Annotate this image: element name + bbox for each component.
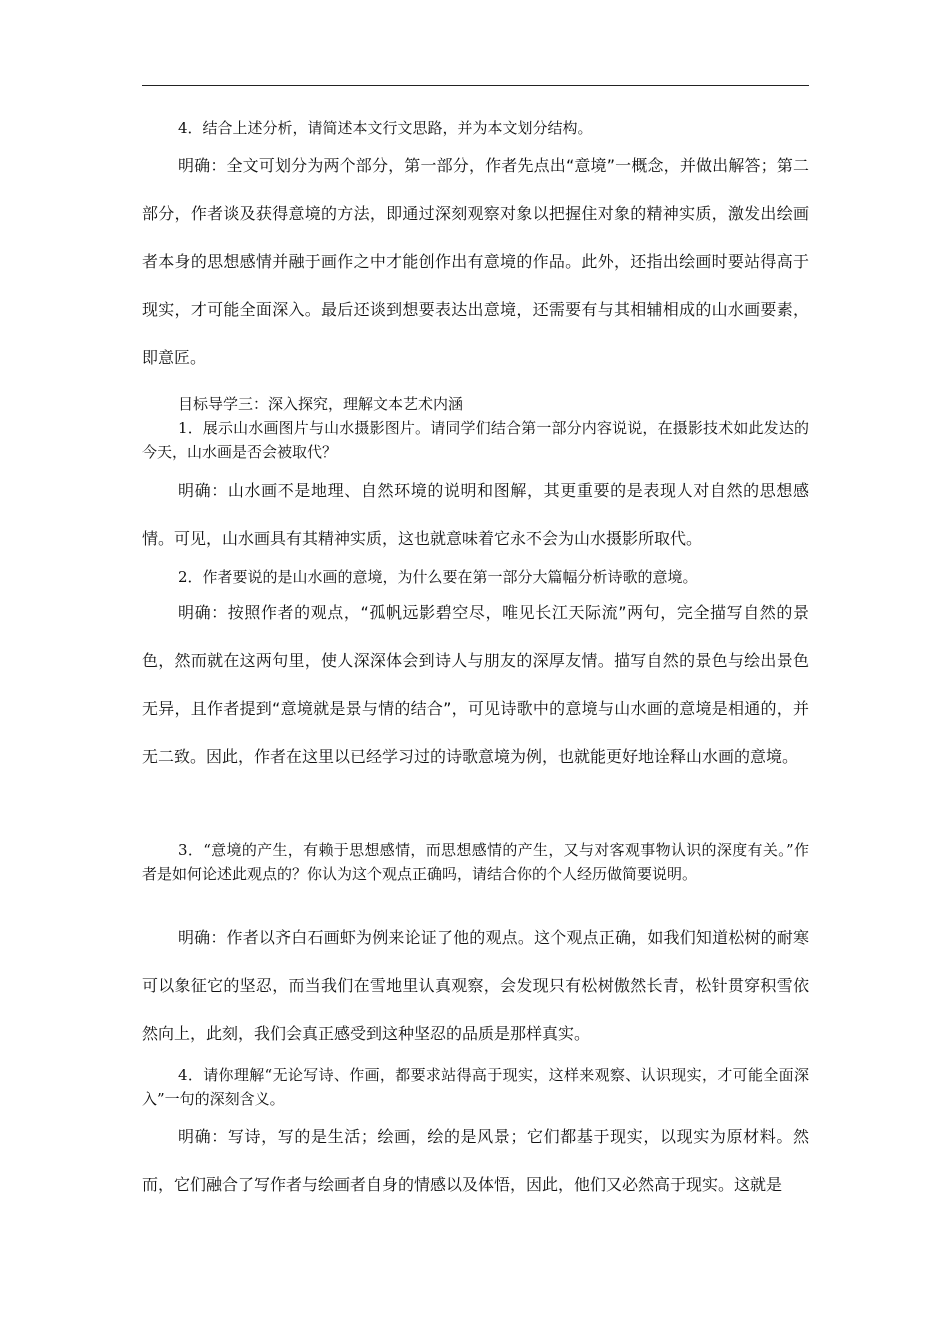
answer-3-yijing: 明确：作者以齐白石画虾为例来论证了他的观点。这个观点正确，如我们知道松树的耐寒可以象征它的坚忍，而当我们在雪地里认真观察，会发现只有松树傲然长青，松针贯穿积雪依然向上，此刻，我们会真正感受到这种坚忍的品质是那样真实。: [142, 928, 809, 1043]
answer-2-poetry: 明确：按照作者的观点，“孤帆远影碧空尽，唯见长江天际流”两句，完全描写自然的景色，然而就在这两句里，使人深深体会到诗人与朋友的深厚友情。描写自然的景色与绘出景色无异，且作者提到“意境就是景与情的结合”，可见诗歌中的意境与山水画的意境是相通的，并无二致。因此，作者在这里以已经学习过的诗歌意境为例，也就能更好地诠释山水画的意境。: [142, 603, 809, 766]
header-rule: [142, 85, 809, 86]
question-4-structure: 4．结合上述分析，请简述本文行文思路，并为本文划分结构。: [178, 119, 593, 137]
question-2-poetry: 2．作者要说的是山水画的意境，为什么要在第一部分大篇幅分析诗歌的意境。: [178, 568, 698, 586]
question-4-reality: 4．请你理解“无论写诗、作画，都要求站得高于现实，这样来观察、认识现实，才可能全面深入”一句的深刻含义。: [142, 1066, 809, 1108]
answer-1-landscape: 明确：山水画不是地理、自然环境的说明和图解，其更重要的是表现人对自然的思想感情。可见，山水画具有其精神实质，这也就意味着它永不会为山水摄影所取代。: [142, 481, 809, 548]
answer-4-reality: 明确：写诗，写的是生活；绘画，绘的是风景；它们都基于现实，以现实为原材料。然而，它们融合了写作者与绘画者自身的情感以及体悟，因此，他们又必然高于现实。这就是: [142, 1127, 809, 1194]
question-1-landscape: 1．展示山水画图片与山水摄影图片。请同学们结合第一部分内容说说，在摄影技术如此发达的今天，山水画是否会被取代？: [142, 419, 809, 461]
answer-4-structure: 明确：全文可划分为两个部分，第一部分，作者先点出“意境”一概念，并做出解答；第二部分，作者谈及获得意境的方法，即通过深刻观察对象以把握住对象的精神实质，激发出绘画者本身的思想感情并融于画作之中才能创作出有意境的作品。此外，还指出绘画时要站得高于现实，才可能全面深入。最后还谈到想要表达出意境，还需要有与其相辅相成的山水画要素，即意匠。: [142, 156, 809, 367]
section-heading-goal-3: 目标导学三：深入探究，理解文本艺术内涵: [178, 395, 464, 413]
question-3-yijing: 3．“意境的产生，有赖于思想感情，而思想感情的产生，又与对客观事物认识的深度有关。”作者是如何论述此观点的？你认为这个观点正确吗，请结合你的个人经历做简要说明。: [142, 841, 809, 883]
